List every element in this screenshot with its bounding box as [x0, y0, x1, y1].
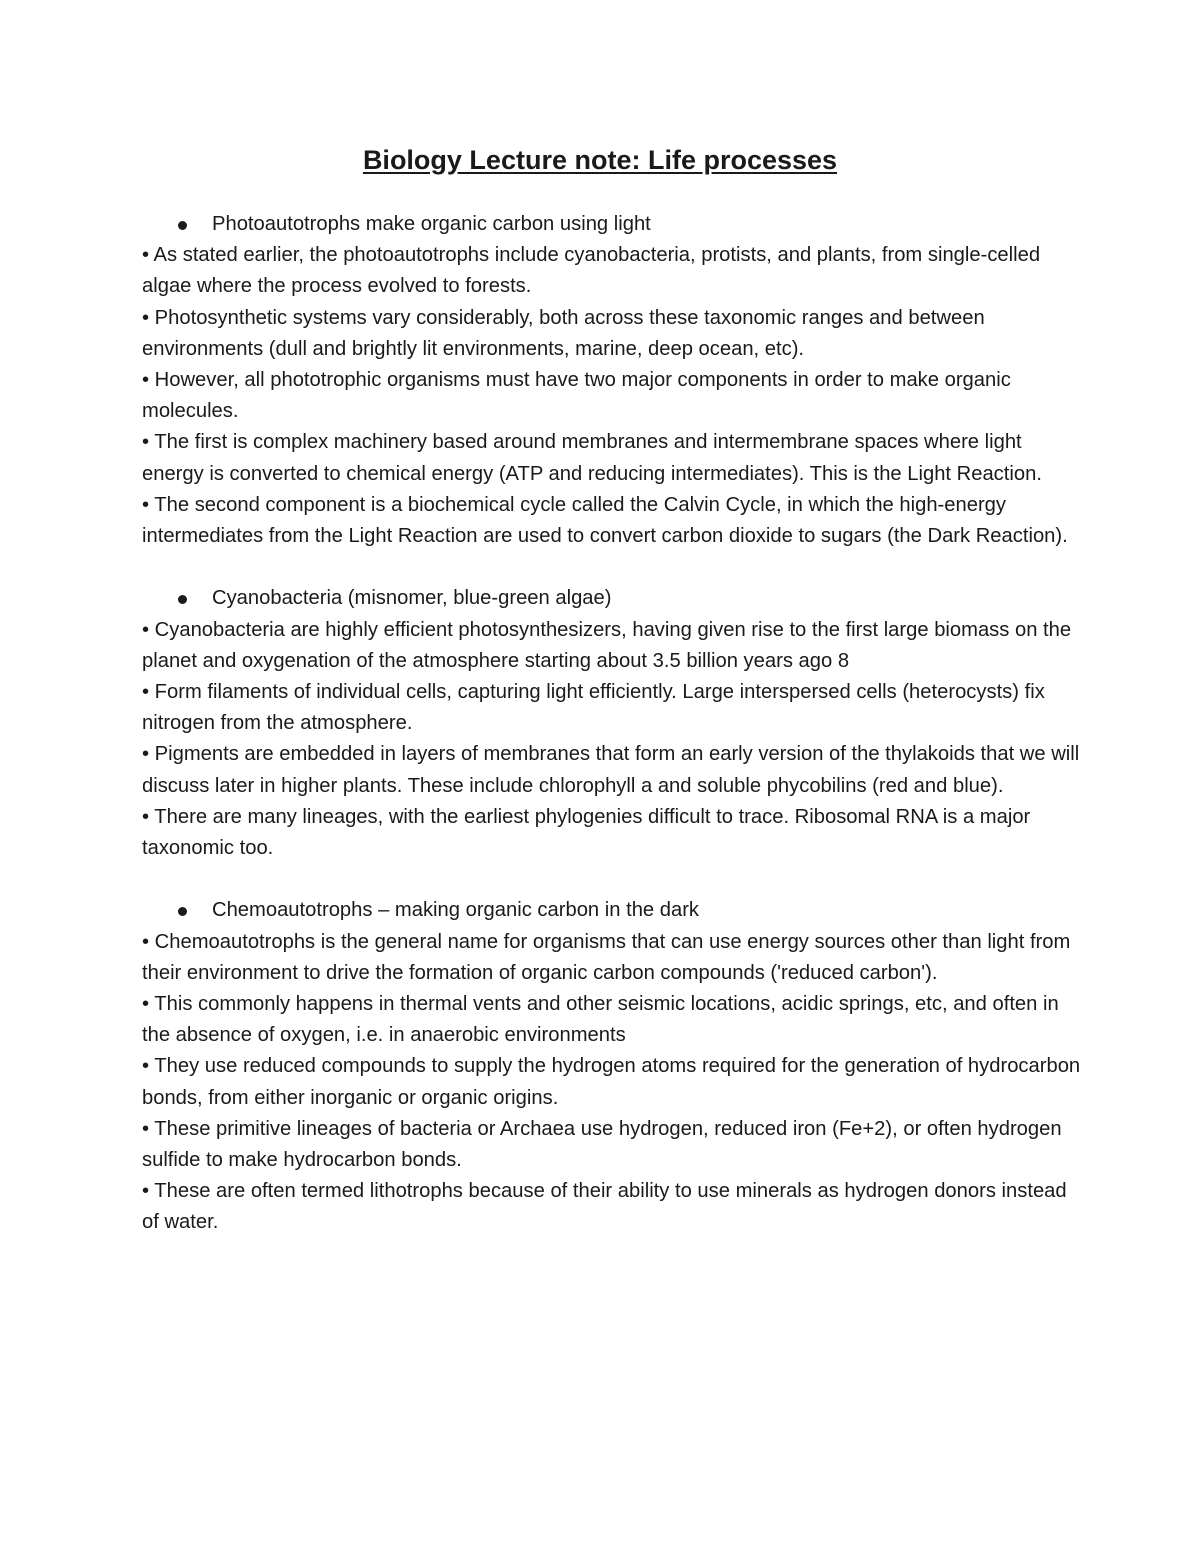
paragraph: • Pigments are embedded in layers of membranes that form an early version of the thylakoids that we will discuss later in higher plants. These include chlorophyll a and soluble phycobilins (red and blue). [142, 743, 1080, 797]
section-photoautotrophs [142, 209, 1082, 552]
section-heading [142, 895, 1082, 926]
paragraph: • These are often termed lithotrophs because of their ability to use minerals as hydrogen donors instead of water. [142, 1180, 1067, 1234]
paragraph: • Cyanobacteria are highly efficient photosynthesizers, having given rise to the first large biomass on the planet and oxygenation of the atmosphere starting about 3.5 billion years ago 8 [142, 618, 1072, 672]
section-chemoautotrophs [142, 895, 1082, 1238]
section-cyanobacteria [142, 583, 1082, 864]
section-heading [142, 209, 1082, 240]
bullet-icon [178, 907, 187, 916]
paragraph: • The first is complex machinery based around membranes and intermembrane spaces where light energy is converted to chemical energy (ATP and reducing intermediates). This is the Light Reaction. [142, 431, 1042, 485]
section-heading-text: Cyanobacteria (misnomer, blue-green algae) [212, 587, 612, 610]
paragraph: • They use reduced compounds to supply the hydrogen atoms required for the generation of hydrocarbon bonds, from either inorganic or organic origins. [142, 1055, 1081, 1109]
section-heading-text: Chemoautotrophs – making organic carbon in the dark [212, 899, 700, 922]
paragraph: • This commonly happens in thermal vents and other seismic locations, acidic springs, etc, and often in the absence of oxygen, i.e. in anaerobic environments [142, 993, 1059, 1047]
paragraph: • Photosynthetic systems vary considerably, both across these taxonomic ranges and between environments (dull and brightly lit environments, marine, deep ocean, etc). [142, 306, 985, 360]
bullet-icon [178, 595, 187, 604]
paragraph: • As stated earlier, the photoautotrophs include cyanobacteria, protists, and plants, from single-celled algae where the process evolved to forests. [142, 244, 1041, 298]
section-heading [142, 583, 1082, 614]
paragraph: • Chemoautotrophs is the general name for organisms that can use energy sources other than light from their environment to drive the formation of organic carbon compounds ('reduced carbon'). [142, 930, 1071, 984]
section-heading-text: Photoautotrophs make organic carbon using light [212, 213, 651, 235]
paragraph: • These primitive lineages of bacteria or Archaea use hydrogen, reduced iron (Fe+2), or often hydrogen sulfide to make hydrocarbon bonds. [142, 1117, 1062, 1172]
paragraph: • There are many lineages, with the earliest phylogenies difficult to trace. Ribosomal RNA is a major taxonomic too. [142, 805, 1031, 860]
document-body [142, 209, 1082, 1239]
page-title: Biology Lecture note: Life processes [362, 145, 838, 175]
paragraph: • The second component is a biochemical cycle called the Calvin Cycle, in which the high-energy intermediates from the Light Reaction are used to convert carbon dioxide to sugars (the Dark Reaction). [142, 493, 1068, 548]
paragraph: • However, all phototrophic organisms must have two major components in order to make organic molecules. [142, 369, 1011, 423]
paragraph: • Form filaments of individual cells, capturing light efficiently. Large interspersed cells (heterocysts) fix nitrogen from the atmosphere. [142, 681, 1045, 735]
bullet-icon [178, 221, 187, 230]
